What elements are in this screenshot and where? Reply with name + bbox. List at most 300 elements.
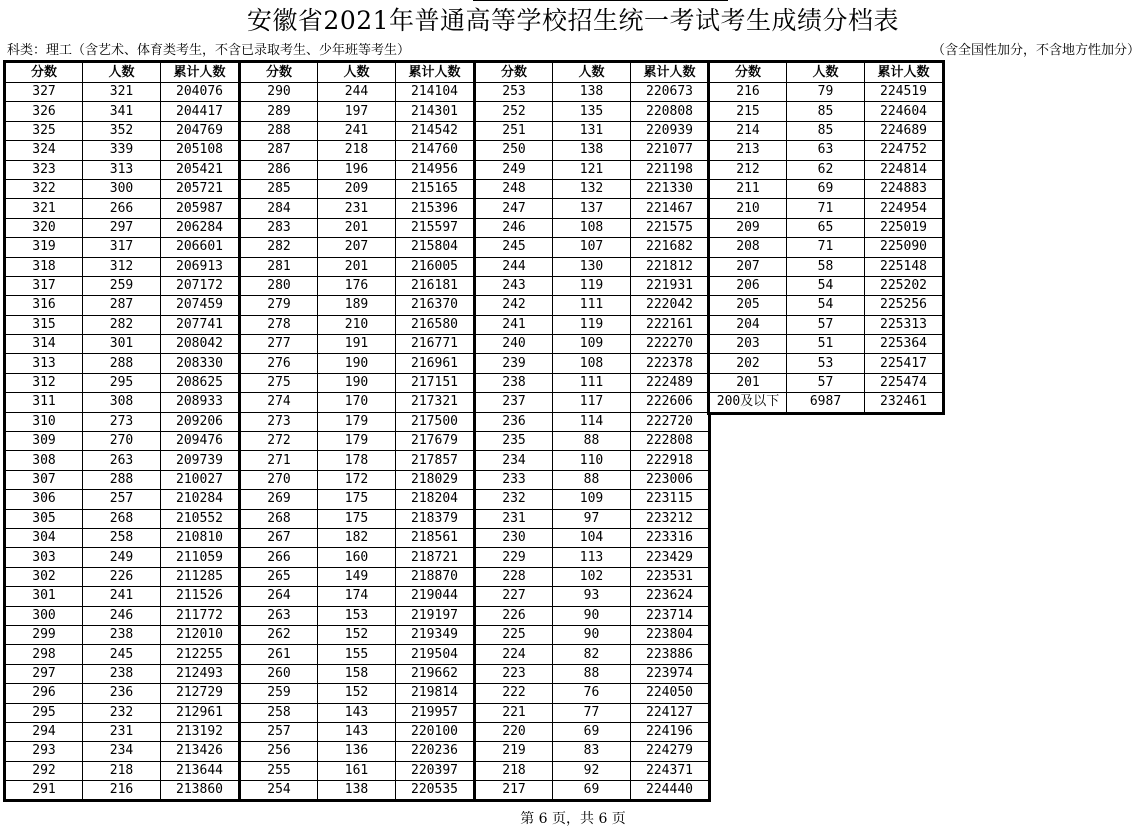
score-cell: 262 xyxy=(241,625,318,644)
count-cell: 97 xyxy=(553,509,631,528)
score-cell: 293 xyxy=(6,742,83,761)
score-cell: 210 xyxy=(710,199,787,218)
cumulative-cell: 222270 xyxy=(631,335,709,354)
count-cell: 82 xyxy=(553,645,631,664)
table-row xyxy=(476,703,709,722)
score-cell: 201 xyxy=(710,373,787,392)
cumulative-cell: 221467 xyxy=(631,199,709,218)
score-cell: 316 xyxy=(6,296,83,315)
cumulative-cell: 206913 xyxy=(161,257,239,276)
cumulative-cell: 224279 xyxy=(631,742,709,761)
cumulative-cell: 212729 xyxy=(161,684,239,703)
count-cell: 234 xyxy=(83,742,161,761)
count-header: 人数 xyxy=(787,63,865,83)
cumulative-header: 累计人数 xyxy=(396,63,474,83)
cumulative-cell: 208933 xyxy=(161,393,239,412)
score-cell: 309 xyxy=(6,432,83,451)
count-cell: 143 xyxy=(318,722,396,741)
bonus-note: （含全国性加分，不含地方性加分） xyxy=(931,43,1140,58)
count-cell: 152 xyxy=(318,684,396,703)
table-row xyxy=(6,199,239,218)
count-cell: 259 xyxy=(83,276,161,295)
table-row xyxy=(6,218,239,237)
count-cell: 182 xyxy=(318,528,396,547)
cumulative-cell: 217151 xyxy=(396,373,474,392)
count-cell: 143 xyxy=(318,703,396,722)
score-cell: 215 xyxy=(710,102,787,121)
score-cell: 216 xyxy=(710,83,787,102)
score-cell: 300 xyxy=(6,606,83,625)
score-cell: 212 xyxy=(710,160,787,179)
table-row xyxy=(710,296,943,315)
cumulative-cell: 213426 xyxy=(161,742,239,761)
count-cell: 246 xyxy=(83,606,161,625)
table-row xyxy=(710,354,943,373)
cumulative-cell: 209476 xyxy=(161,432,239,451)
cumulative-cell: 224371 xyxy=(631,761,709,780)
cumulative-cell: 218379 xyxy=(396,509,474,528)
cumulative-cell: 223531 xyxy=(631,567,709,586)
table-row xyxy=(6,276,239,295)
score-cell: 313 xyxy=(6,354,83,373)
cumulative-cell: 207172 xyxy=(161,276,239,295)
cumulative-cell: 225090 xyxy=(865,238,943,257)
count-cell: 172 xyxy=(318,470,396,489)
score-cell: 322 xyxy=(6,179,83,198)
score-cell: 200及以下 xyxy=(710,393,787,412)
cumulative-cell: 224519 xyxy=(865,83,943,102)
table-row xyxy=(710,218,943,237)
score-cell: 237 xyxy=(476,393,553,412)
score-cell: 208 xyxy=(710,238,787,257)
score-cell: 257 xyxy=(241,722,318,741)
score-cell: 227 xyxy=(476,587,553,606)
cumulative-cell: 217500 xyxy=(396,412,474,431)
score-cell: 276 xyxy=(241,354,318,373)
count-cell: 58 xyxy=(787,257,865,276)
count-cell: 231 xyxy=(318,199,396,218)
score-cell: 303 xyxy=(6,548,83,567)
count-cell: 352 xyxy=(83,121,161,140)
count-cell: 54 xyxy=(787,296,865,315)
score-cell: 282 xyxy=(241,238,318,257)
count-cell: 179 xyxy=(318,412,396,431)
table-row xyxy=(6,490,239,509)
count-cell: 236 xyxy=(83,684,161,703)
cumulative-cell: 216005 xyxy=(396,257,474,276)
score-cell: 226 xyxy=(476,606,553,625)
cumulative-cell: 216580 xyxy=(396,315,474,334)
cumulative-cell: 214956 xyxy=(396,160,474,179)
count-header: 人数 xyxy=(83,63,161,83)
score-cell: 214 xyxy=(710,121,787,140)
count-cell: 295 xyxy=(83,373,161,392)
cumulative-cell: 224127 xyxy=(631,703,709,722)
cumulative-cell: 208625 xyxy=(161,373,239,392)
count-cell: 161 xyxy=(318,761,396,780)
count-cell: 245 xyxy=(83,645,161,664)
score-cell: 217 xyxy=(476,781,553,800)
cumulative-cell: 210284 xyxy=(161,490,239,509)
cumulative-cell: 222489 xyxy=(631,373,709,392)
score-cell: 220 xyxy=(476,722,553,741)
table-row xyxy=(6,354,239,373)
count-cell: 69 xyxy=(787,179,865,198)
score-cell: 234 xyxy=(476,451,553,470)
table-row xyxy=(6,393,239,412)
count-cell: 176 xyxy=(318,276,396,295)
table-row xyxy=(241,412,474,431)
count-cell: 218 xyxy=(318,141,396,160)
table-row xyxy=(6,315,239,334)
score-table xyxy=(475,62,709,800)
table-row xyxy=(241,470,474,489)
table-row xyxy=(6,625,239,644)
table-row xyxy=(241,567,474,586)
score-cell: 273 xyxy=(241,412,318,431)
table-row xyxy=(241,722,474,741)
count-cell: 155 xyxy=(318,645,396,664)
cumulative-cell: 223316 xyxy=(631,528,709,547)
table-row xyxy=(6,335,239,354)
count-cell: 88 xyxy=(553,470,631,489)
cumulative-cell: 223212 xyxy=(631,509,709,528)
cumulative-cell: 223429 xyxy=(631,548,709,567)
count-cell: 266 xyxy=(83,199,161,218)
count-cell: 107 xyxy=(553,238,631,257)
score-cell: 301 xyxy=(6,587,83,606)
table-row xyxy=(6,373,239,392)
cumulative-cell: 224196 xyxy=(631,722,709,741)
count-cell: 226 xyxy=(83,567,161,586)
cumulative-cell: 219349 xyxy=(396,625,474,644)
table-row xyxy=(476,121,709,140)
score-cell: 314 xyxy=(6,335,83,354)
score-cell: 283 xyxy=(241,218,318,237)
table-row xyxy=(6,257,239,276)
cumulative-cell: 222918 xyxy=(631,451,709,470)
score-cell: 311 xyxy=(6,393,83,412)
cumulative-cell: 205421 xyxy=(161,160,239,179)
count-cell: 232 xyxy=(83,703,161,722)
cumulative-cell: 222606 xyxy=(631,393,709,412)
table-row xyxy=(6,296,239,315)
score-cell: 275 xyxy=(241,373,318,392)
count-cell: 297 xyxy=(83,218,161,237)
cumulative-cell: 206284 xyxy=(161,218,239,237)
table-row xyxy=(476,218,709,237)
count-cell: 79 xyxy=(787,83,865,102)
cumulative-cell: 214760 xyxy=(396,141,474,160)
table-row xyxy=(6,238,239,257)
cumulative-cell: 210810 xyxy=(161,528,239,547)
cumulative-cell: 223624 xyxy=(631,587,709,606)
score-cell: 244 xyxy=(476,257,553,276)
score-cell: 252 xyxy=(476,102,553,121)
score-cell: 307 xyxy=(6,470,83,489)
cumulative-cell: 213644 xyxy=(161,761,239,780)
count-cell: 114 xyxy=(553,412,631,431)
table-row xyxy=(6,432,239,451)
cumulative-cell: 216181 xyxy=(396,276,474,295)
table-row xyxy=(710,83,943,102)
count-header: 人数 xyxy=(318,63,396,83)
count-cell: 153 xyxy=(318,606,396,625)
count-cell: 88 xyxy=(553,664,631,683)
table-row xyxy=(6,781,239,800)
score-header: 分数 xyxy=(476,63,553,83)
cumulative-cell: 225474 xyxy=(865,373,943,392)
score-cell: 207 xyxy=(710,257,787,276)
cumulative-cell: 223115 xyxy=(631,490,709,509)
table-row xyxy=(241,393,474,412)
count-cell: 317 xyxy=(83,238,161,257)
count-cell: 69 xyxy=(553,722,631,741)
cumulative-cell: 224689 xyxy=(865,121,943,140)
page-footer: 第 6 页，共 6 页 xyxy=(520,811,626,827)
cumulative-cell: 213860 xyxy=(161,781,239,800)
cumulative-cell: 212255 xyxy=(161,645,239,664)
table-row xyxy=(241,625,474,644)
count-cell: 92 xyxy=(553,761,631,780)
count-cell: 191 xyxy=(318,335,396,354)
cumulative-cell: 222042 xyxy=(631,296,709,315)
count-cell: 136 xyxy=(318,742,396,761)
score-cell: 327 xyxy=(6,83,83,102)
cumulative-cell: 219662 xyxy=(396,664,474,683)
score-cell: 242 xyxy=(476,296,553,315)
count-cell: 244 xyxy=(318,83,396,102)
cumulative-cell: 220673 xyxy=(631,83,709,102)
cumulative-cell: 223804 xyxy=(631,625,709,644)
cumulative-cell: 219044 xyxy=(396,587,474,606)
table-row xyxy=(710,199,943,218)
score-header: 分数 xyxy=(6,63,83,83)
table-row xyxy=(241,528,474,547)
table-row xyxy=(241,742,474,761)
cumulative-cell: 205721 xyxy=(161,179,239,198)
table-row xyxy=(476,606,709,625)
score-cell: 221 xyxy=(476,703,553,722)
cumulative-cell: 205987 xyxy=(161,199,239,218)
cumulative-cell: 204076 xyxy=(161,83,239,102)
table-row xyxy=(241,257,474,276)
table-row xyxy=(710,121,943,140)
cumulative-cell: 216961 xyxy=(396,354,474,373)
count-cell: 218 xyxy=(83,761,161,780)
count-cell: 135 xyxy=(553,102,631,121)
count-cell: 71 xyxy=(787,199,865,218)
count-cell: 308 xyxy=(83,393,161,412)
table-row xyxy=(710,276,943,295)
score-cell: 256 xyxy=(241,742,318,761)
score-table-group-3 xyxy=(473,60,711,802)
score-cell: 265 xyxy=(241,567,318,586)
cumulative-cell: 219814 xyxy=(396,684,474,703)
table-row xyxy=(241,179,474,198)
count-cell: 196 xyxy=(318,160,396,179)
score-cell: 266 xyxy=(241,548,318,567)
cumulative-cell: 217857 xyxy=(396,451,474,470)
count-cell: 241 xyxy=(83,587,161,606)
cumulative-cell: 222720 xyxy=(631,412,709,431)
cumulative-cell: 210552 xyxy=(161,509,239,528)
score-cell: 254 xyxy=(241,781,318,800)
table-row xyxy=(6,141,239,160)
score-cell: 297 xyxy=(6,664,83,683)
count-cell: 207 xyxy=(318,238,396,257)
count-cell: 179 xyxy=(318,432,396,451)
score-cell: 222 xyxy=(476,684,553,703)
cumulative-cell: 232461 xyxy=(865,393,943,412)
table-row xyxy=(476,509,709,528)
count-cell: 313 xyxy=(83,160,161,179)
cumulative-cell: 223886 xyxy=(631,645,709,664)
score-cell: 240 xyxy=(476,335,553,354)
score-cell: 218 xyxy=(476,761,553,780)
cumulative-cell: 220939 xyxy=(631,121,709,140)
score-cell: 289 xyxy=(241,102,318,121)
cumulative-cell: 218204 xyxy=(396,490,474,509)
table-row xyxy=(6,722,239,741)
count-cell: 138 xyxy=(318,781,396,800)
cumulative-cell: 220236 xyxy=(396,742,474,761)
table-row xyxy=(710,179,943,198)
score-cell: 291 xyxy=(6,781,83,800)
count-cell: 108 xyxy=(553,354,631,373)
score-cell: 267 xyxy=(241,528,318,547)
count-cell: 189 xyxy=(318,296,396,315)
table-row xyxy=(476,645,709,664)
cumulative-cell: 222378 xyxy=(631,354,709,373)
score-cell: 326 xyxy=(6,102,83,121)
score-cell: 286 xyxy=(241,160,318,179)
table-row xyxy=(476,587,709,606)
score-cell: 245 xyxy=(476,238,553,257)
table-row xyxy=(476,548,709,567)
count-cell: 341 xyxy=(83,102,161,121)
count-cell: 102 xyxy=(553,567,631,586)
score-cell: 231 xyxy=(476,509,553,528)
score-table xyxy=(5,62,239,800)
score-cell: 304 xyxy=(6,528,83,547)
cumulative-cell: 221931 xyxy=(631,276,709,295)
table-row xyxy=(476,470,709,489)
cumulative-cell: 211059 xyxy=(161,548,239,567)
count-cell: 130 xyxy=(553,257,631,276)
score-table-group-1 xyxy=(3,60,241,802)
table-row xyxy=(6,412,239,431)
table-row xyxy=(241,199,474,218)
count-cell: 301 xyxy=(83,335,161,354)
cumulative-cell: 218870 xyxy=(396,567,474,586)
cumulative-cell: 211772 xyxy=(161,606,239,625)
header-row xyxy=(476,63,709,83)
count-cell: 158 xyxy=(318,664,396,683)
cumulative-cell: 221330 xyxy=(631,179,709,198)
cumulative-cell: 205108 xyxy=(161,141,239,160)
table-row xyxy=(241,102,474,121)
table-row xyxy=(241,160,474,179)
score-cell: 238 xyxy=(476,373,553,392)
count-cell: 231 xyxy=(83,722,161,741)
table-row xyxy=(6,587,239,606)
score-cell: 320 xyxy=(6,218,83,237)
cumulative-cell: 214104 xyxy=(396,83,474,102)
cumulative-cell: 225202 xyxy=(865,276,943,295)
score-cell: 272 xyxy=(241,432,318,451)
table-row xyxy=(476,199,709,218)
cumulative-cell: 221575 xyxy=(631,218,709,237)
count-cell: 138 xyxy=(553,141,631,160)
table-row xyxy=(241,664,474,683)
cumulative-cell: 224050 xyxy=(631,684,709,703)
table-row xyxy=(6,645,239,664)
cumulative-cell: 213192 xyxy=(161,722,239,741)
table-row xyxy=(241,218,474,237)
count-cell: 57 xyxy=(787,373,865,392)
cumulative-cell: 217321 xyxy=(396,393,474,412)
cumulative-header: 累计人数 xyxy=(865,63,943,83)
count-cell: 190 xyxy=(318,354,396,373)
table-row xyxy=(241,354,474,373)
table-row xyxy=(710,257,943,276)
table-row xyxy=(476,722,709,741)
score-cell: 295 xyxy=(6,703,83,722)
table-row xyxy=(476,315,709,334)
header-row xyxy=(241,63,474,83)
score-cell: 223 xyxy=(476,664,553,683)
score-cell: 280 xyxy=(241,276,318,295)
count-cell: 249 xyxy=(83,548,161,567)
cumulative-cell: 224883 xyxy=(865,179,943,198)
cumulative-cell: 222808 xyxy=(631,432,709,451)
count-cell: 119 xyxy=(553,276,631,295)
score-cell: 253 xyxy=(476,83,553,102)
table-row xyxy=(6,684,239,703)
score-cell: 232 xyxy=(476,490,553,509)
cumulative-cell: 223714 xyxy=(631,606,709,625)
score-cell: 250 xyxy=(476,141,553,160)
table-row xyxy=(241,645,474,664)
count-cell: 282 xyxy=(83,315,161,334)
count-cell: 137 xyxy=(553,199,631,218)
score-cell: 292 xyxy=(6,761,83,780)
cumulative-cell: 224814 xyxy=(865,160,943,179)
count-cell: 288 xyxy=(83,470,161,489)
count-cell: 170 xyxy=(318,393,396,412)
cumulative-cell: 219957 xyxy=(396,703,474,722)
score-cell: 308 xyxy=(6,451,83,470)
score-cell: 230 xyxy=(476,528,553,547)
cumulative-cell: 215804 xyxy=(396,238,474,257)
cumulative-cell: 220100 xyxy=(396,722,474,741)
table-row xyxy=(6,528,239,547)
score-cell: 274 xyxy=(241,393,318,412)
cumulative-cell: 220397 xyxy=(396,761,474,780)
table-row xyxy=(476,160,709,179)
score-cell: 312 xyxy=(6,373,83,392)
table-row xyxy=(476,684,709,703)
count-cell: 109 xyxy=(553,335,631,354)
table-row xyxy=(476,625,709,644)
cumulative-cell: 215597 xyxy=(396,218,474,237)
table-row xyxy=(6,160,239,179)
cumulative-cell: 220808 xyxy=(631,102,709,121)
score-cell: 284 xyxy=(241,199,318,218)
table-row xyxy=(241,451,474,470)
table-row xyxy=(476,335,709,354)
